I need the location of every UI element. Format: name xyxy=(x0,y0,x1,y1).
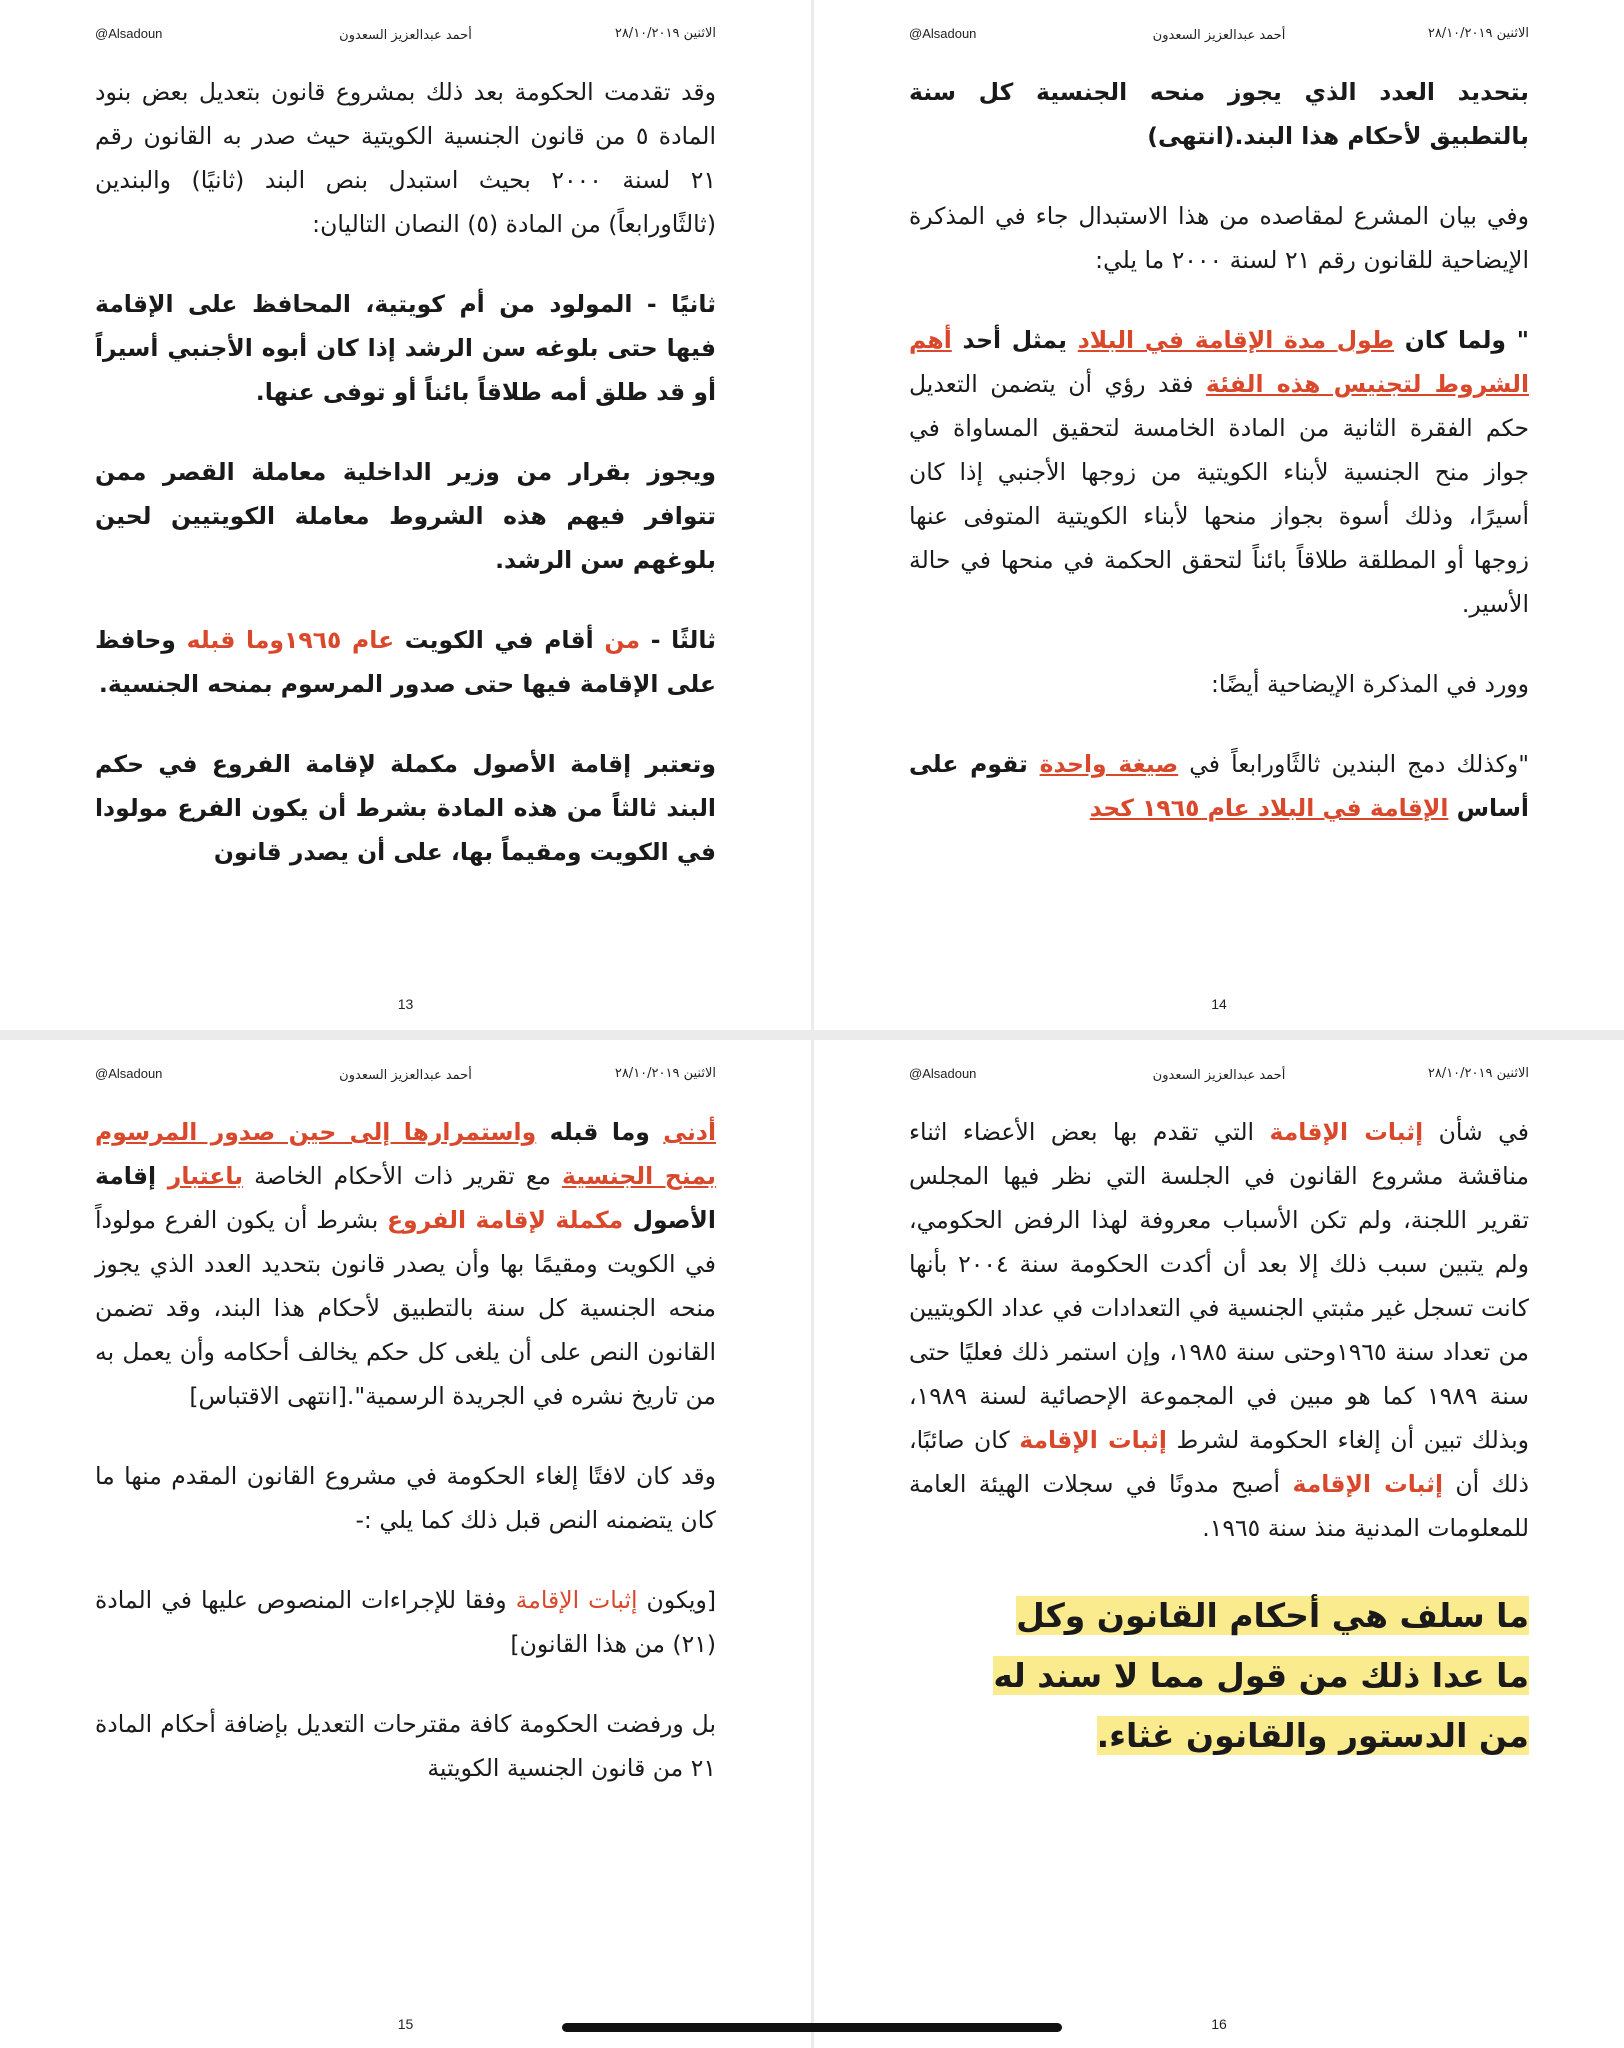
header-date: الاثنين ٢٨/١٠/٢٠١٩ xyxy=(1427,1066,1529,1081)
text-span: التي تقدم بها بعض الأعضاء اثناء مناقشة مشروع القانون في الجلسة التي نظر فيها المجلس تقرير اللجنة، ولم تكن الأسباب معروفة لهذا الرفض الحكومي، ولم يتبين سبب ذلك إلا بعد أن أكدت الحكومة سنة ٢٠٠٤ بأنها كانت تسجل غير مثبتي الجنسية في التعدادات في عداد الكويتيين من تعداد سنة ١٩٦٥وحتى سنة ١٩٨٥، وإن استمر ذلك فعليًا حتى سنة ١٩٨٩ كما هو مبين في المجموعة الإحصائية لسنة ١٩٨٩، وبذلك تبين أن إلغاء الحكومة لشرط xyxy=(909,1118,1530,1454)
header-handle: @Alsadoun xyxy=(909,26,977,41)
text-span: وفقا للإجراءات المنصوص عليها في المادة (٢١) من هذا القانون] xyxy=(95,1586,716,1658)
header-handle: @Alsadoun xyxy=(95,26,163,41)
highlighted-line: ما سلف هي أحكام القانون وكل xyxy=(1016,1596,1529,1635)
highlighted-text: واستمرارها إلى حين صدور المرسوم بمنح الجنسية xyxy=(95,1118,716,1190)
page-header xyxy=(909,1066,1529,1090)
highlighted-text: مكملة لإقامة الفروع xyxy=(386,1206,624,1234)
highlighted-text: أدنى xyxy=(663,1118,716,1146)
highlighted-text: إثبات الإقامة xyxy=(515,1586,638,1614)
paragraph xyxy=(95,618,716,706)
text-span: أصبح مدونًا في سجلات الهيئة العامة للمعلومات المدنية منذ سنة ١٩٦٥. xyxy=(909,1470,1529,1542)
page-13 xyxy=(0,0,811,1030)
highlighted-text: باعتبار xyxy=(167,1162,244,1190)
paragraph xyxy=(909,1110,1529,1550)
page-header xyxy=(909,26,1529,50)
page-number: 13 xyxy=(397,996,414,1012)
paragraph xyxy=(909,318,1529,626)
page-body xyxy=(909,1110,1529,1766)
text-span: فقد رؤي أن يتضمن التعديل حكم الفقرة الثانية من المادة الخامسة لتحقيق المساواة في جواز منح الجنسية لأبناء الكويتية من زوجها الأجنبي إذا كان أسيرًا، وذلك أسوة بجواز منحها لأبناء الكويتية المتوفى عنها زوجها أو المطلقة طلاقاً بائناً لتحقق الحكمة في منحها في حالة الأسير. xyxy=(909,370,1529,618)
paragraph: وقد كان لافتًا إلغاء الحكومة في مشروع القانون المقدم منها ما كان يتضمنه النص قبل ذلك كما يلي :- xyxy=(95,1462,716,1534)
header-author: أحمد عبدالعزيز السعدون xyxy=(1152,28,1286,43)
home-indicator[interactable] xyxy=(562,2023,1062,2032)
text-span: تقوم على أساس xyxy=(909,750,1529,822)
highlighted-text: إثبات الإقامة xyxy=(1269,1118,1424,1146)
text-span: كان صائبًا، ذلك أن xyxy=(909,1426,1529,1498)
header-handle: @Alsadoun xyxy=(909,1066,977,1081)
header-date: الاثنين ٢٨/١٠/٢٠١٩ xyxy=(614,26,716,41)
header-handle: @Alsadoun xyxy=(95,1066,163,1081)
highlight-quote xyxy=(909,1586,1529,1766)
quote-line xyxy=(909,1586,1529,1646)
page-body xyxy=(95,1110,716,1826)
header-date: الاثنين ٢٨/١٠/٢٠١٩ xyxy=(1427,26,1529,41)
highlighted-text: الإقامة في البلاد عام ١٩٦٥ كحد xyxy=(1089,794,1449,822)
text-span: وما قبله xyxy=(536,1118,664,1146)
quote-line xyxy=(909,1646,1529,1706)
paragraph: وورد في المذكرة الإيضاحية أيضًا: xyxy=(1210,670,1529,698)
text-span: في شأن xyxy=(1423,1118,1529,1146)
highlighted-text: من xyxy=(604,626,641,654)
page-body xyxy=(95,70,716,910)
page-number: 15 xyxy=(397,2016,414,2032)
paragraph xyxy=(95,1110,716,1418)
header-author: أحمد عبدالعزيز السعدون xyxy=(339,1068,472,1083)
highlighted-text: إثبات الإقامة xyxy=(1019,1426,1167,1454)
page-14 xyxy=(814,0,1624,1030)
quote-line xyxy=(909,1706,1529,1766)
header-date: الاثنين ٢٨/١٠/٢٠١٩ xyxy=(614,1066,716,1081)
header-author: أحمد عبدالعزيز السعدون xyxy=(1152,1068,1286,1083)
page-number: 16 xyxy=(1211,2016,1227,2032)
paragraph: وقد تقدمت الحكومة بعد ذلك بمشروع قانون بتعديل بعض بنود المادة ٥ من قانون الجنسية الكويتية حيث صدر به القانون رقم ٢١ لسنة ٢٠٠٠ بحيث استبدل بنص البند (ثانيًا) والبندين (ثالثًاورابعاً) من المادة (٥) النصان التاليان: xyxy=(95,78,716,238)
paragraph: بتحديد العدد الذي يجوز منحه الجنسية كل سنة بالتطبيق لأحكام هذا البند.(انتهى) xyxy=(909,78,1529,150)
text-span: ثالثًا - xyxy=(640,626,716,654)
text-span: "وكذلك دمج البندين ثالثًاورابعاً في xyxy=(1178,750,1530,778)
page-15 xyxy=(0,1040,811,2048)
paragraph xyxy=(909,742,1529,830)
paragraph xyxy=(95,1578,716,1666)
text-span: مع تقرير ذات الأحكام الخاصة xyxy=(243,1162,562,1190)
highlighted-text: عام ١٩٦٥وما قبله xyxy=(186,626,395,654)
highlighted-text: صيغة واحدة xyxy=(1039,750,1179,778)
text-span: بشرط أن يكون الفرع مولوداً في الكويت ومقيمًا بها وأن يصدر قانون بتحديد العدد الذي يجوز منحه الجنسية كل سنة بالتطبيق لأحكام هذا البند، وقد تضمن القانون النص على أن يلغى كل حكم يخالف أحكامه وأن يعمل به من تاريخ نشره في الجريدة الرسمية".[انتهى الاقتباس] xyxy=(95,1206,716,1410)
text-span: يمثل أحد xyxy=(951,326,1078,354)
highlighted-text: طول مدة الإقامة في البلاد xyxy=(1077,326,1394,354)
page-16 xyxy=(814,1040,1624,2048)
page-header xyxy=(95,1066,716,1090)
text-span: إقامة الأصول xyxy=(95,1162,716,1234)
text-span: وحافظ على الإقامة فيها حتى صدور المرسوم بمنحه الجنسية. xyxy=(95,626,716,698)
text-span: " ولما كان xyxy=(1394,326,1529,354)
paragraph: ويجوز بقرار من وزير الداخلية معاملة القصر ممن تتوافر فيهم هذه الشروط معاملة الكويتيين لحين بلوغهم سن الرشد. xyxy=(95,458,716,574)
highlighted-line: من الدستور والقانون غثاء. xyxy=(1096,1716,1529,1755)
paragraph: ثانيًا - المولود من أم كويتية، المحافظ على الإقامة فيها حتى بلوغه سن الرشد إذا كان أبوه الأجنبي أسيراً أو قد طلق أمه طلاقاً بائناً أو توفى عنها. xyxy=(95,290,716,406)
page-number: 14 xyxy=(1211,996,1227,1012)
page-body xyxy=(909,70,1529,866)
text-span: [ويكون xyxy=(637,1586,716,1614)
highlighted-text: أهم الشروط لتجنيس هذه الفئة xyxy=(909,326,1529,398)
highlighted-line: ما عدا ذلك من قول مما لا سند له xyxy=(993,1656,1529,1695)
paragraph: وتعتبر إقامة الأصول مكملة لإقامة الفروع في حكم البند ثالثاً من هذه المادة بشرط أن يكون الفرع مولودا في الكويت ومقيماً بها، على أن يصدر قانون xyxy=(95,750,716,866)
paragraph: وفي بيان المشرع لمقاصده من هذا الاستبدال جاء في المذكرة الإيضاحية للقانون رقم ٢١ لسنة ٢٠٠٠ ما يلي: xyxy=(909,202,1529,274)
text-span: أقام في الكويت xyxy=(394,626,605,654)
paragraph: بل ورفضت الحكومة كافة مقترحات التعديل بإضافة أحكام المادة ٢١ من قانون الجنسية الكويتية xyxy=(95,1710,716,1782)
header-author: أحمد عبدالعزيز السعدون xyxy=(339,28,472,43)
highlighted-text: إثبات الإقامة xyxy=(1292,1470,1444,1498)
page-header xyxy=(95,26,716,50)
